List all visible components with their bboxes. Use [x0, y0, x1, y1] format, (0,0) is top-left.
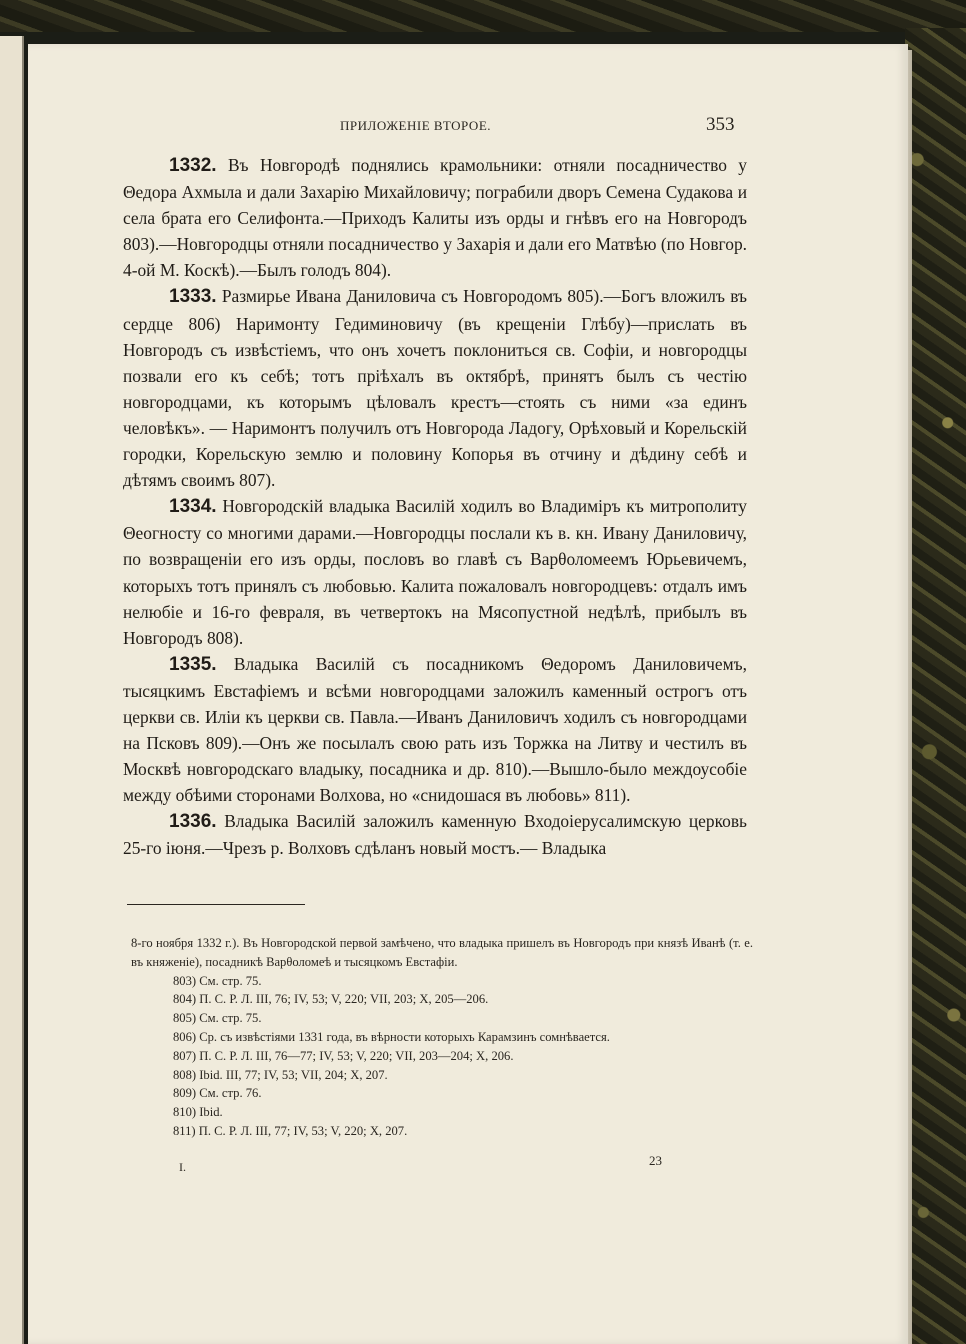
- entry-text: Новгородскій владыка Василій ходилъ во Владиміръ къ митрополиту Θеогносту со многими дарами.—Новгородцы послали къ в. кн. Ивану Даниловичу, по возвращеніи его изъ орды, пословъ во главѣ съ Варθоломеемъ Юрьевичемъ, которыхъ тотъ принялъ съ любовью. Калита пожаловалъ новгородцевъ: отдалъ имъ нелюбіе и 16-го февраля, въ четвертокъ на Мясопустной недѣлѣ, прибылъ въ Новгородъ 808).: [123, 496, 747, 648]
- binding-cover-top: [0, 0, 966, 32]
- entry-text: Владыка Василій съ посадникомъ Θедоромъ Даниловичемъ, тысяцкимъ Евстафіемъ и всѣми новгородцами заложилъ каменный острогъ отъ церкви св. Иліи къ церкви св. Павла.—Иванъ Даниловичъ ходилъ съ новгородцами на Псковъ 809).—Онъ же посылалъ свою рать изъ Торжка на Литву и честилъ въ Москвѣ новгородскаго владыку, посадника и др. 810).—Вышло-было междоусобіе между обѣими сторонами Волхова, но «снидошася въ любовь» 811).: [123, 653, 747, 806]
- main-text: [123, 152, 747, 862]
- footnote-811: 811) П. С. Р. Л. III, 77; IV, 53; V, 220; X, 207.: [173, 1123, 408, 1138]
- sheet-number: 23: [649, 1153, 662, 1168]
- running-head: ПРИЛОЖЕНІЕ ВТОРОЕ.: [340, 118, 492, 133]
- entry-text: Владыка Василій заложилъ каменную Входоіерусалимскую церковь 25-го іюня.—Чрезъ р. Волховъ сдѣланъ новый мостъ.— Владыка: [123, 811, 747, 859]
- entry-text: Размирье Ивана Даниловича съ Новгородомъ 805).—Богъ вложилъ въ сердце 806) Наримонту Гедиминовичу (въ крещеніи Глѣбу)—прислать въ Новгородъ съ извѣстіемъ, что онъ хочетъ поклониться св. Софіи, и новгородцы позвали его къ себѣ; тотъ пріѣхалъ въ октябрѣ, принятъ былъ съ честію новгородцами, къ которымъ цѣловалъ крестъ—стоять съ ними «за единъ человѣкъ». — Наримонтъ получилъ отъ Новгорода Ладогу, Орѣховый и Корельскій городки, Корельскую землю и половину Копорья въ отчину и дѣдину себѣ и дѣтямъ своимъ 807).: [123, 286, 747, 491]
- entry-text: Въ Новгородѣ поднялись крамольники: отняли посадничество у Θедора Ахмыла и дали Захарію Михайловичу; пограбили дворъ Семена Судакова и села брата его Селифонта.—Приходъ Калиты изъ орды и гнѣвъ его на Новгородъ 803).—Новгородцы отняли посадничество у Захарія и дали его Матвѣю (по Новгор. 4-ой М. Коскѣ).—Былъ голодъ 804).: [123, 155, 747, 281]
- signature-mark: I.: [179, 1160, 186, 1174]
- footnote-809: 809) См. стр. 76.: [173, 1086, 262, 1101]
- entry-year: 1332.: [169, 155, 217, 176]
- entry-year: 1335.: [169, 653, 217, 675]
- footnote-808: 808) Ibid. III, 77; IV, 53; VII, 204; X, 207.: [173, 1067, 388, 1082]
- footnote-810: 810) Ibid.: [173, 1105, 223, 1120]
- footnote-805: 805) См. стр. 75.: [173, 1011, 262, 1026]
- entry-1335: [123, 651, 747, 809]
- entry-1333: [123, 283, 747, 493]
- entry-year: 1336.: [169, 811, 217, 833]
- footnote-807: 807) П. С. Р. Л. III, 76—77; IV, 53; V, 220; VII, 203—204; X, 206.: [173, 1048, 514, 1063]
- entry-1336: [123, 808, 747, 861]
- page-number: 353: [706, 114, 735, 135]
- footnote-rule: [127, 904, 305, 905]
- entry-1332: [123, 152, 747, 283]
- footnote-804: 804) П. С. Р. Л. III, 76; IV, 53; V, 220; VII, 203; X, 205—206.: [173, 992, 489, 1007]
- footnote-803: 803) См. стр. 75.: [173, 973, 262, 988]
- binding-cover-right: [905, 28, 966, 1344]
- entry-year: 1334.: [169, 496, 217, 518]
- footnote-continuation: 8-го ноября 1332 г.). Въ Новгородской первой замѣчено, что владыка пришелъ въ Новгородъ при князѣ Иванѣ (т. е. въ княженіе), посадникѣ Варθоломеѣ и тысяцкомъ Евстафіи.: [131, 936, 753, 969]
- footnote-806: 806) Ср. съ извѣстіями 1331 года, въ вѣрности которыхъ Карамзинъ сомнѣвается.: [173, 1029, 610, 1044]
- entry-1334: [123, 493, 747, 651]
- entry-year: 1333.: [169, 286, 217, 308]
- footnotes: [131, 934, 753, 1141]
- facing-page-edge: [0, 36, 24, 1344]
